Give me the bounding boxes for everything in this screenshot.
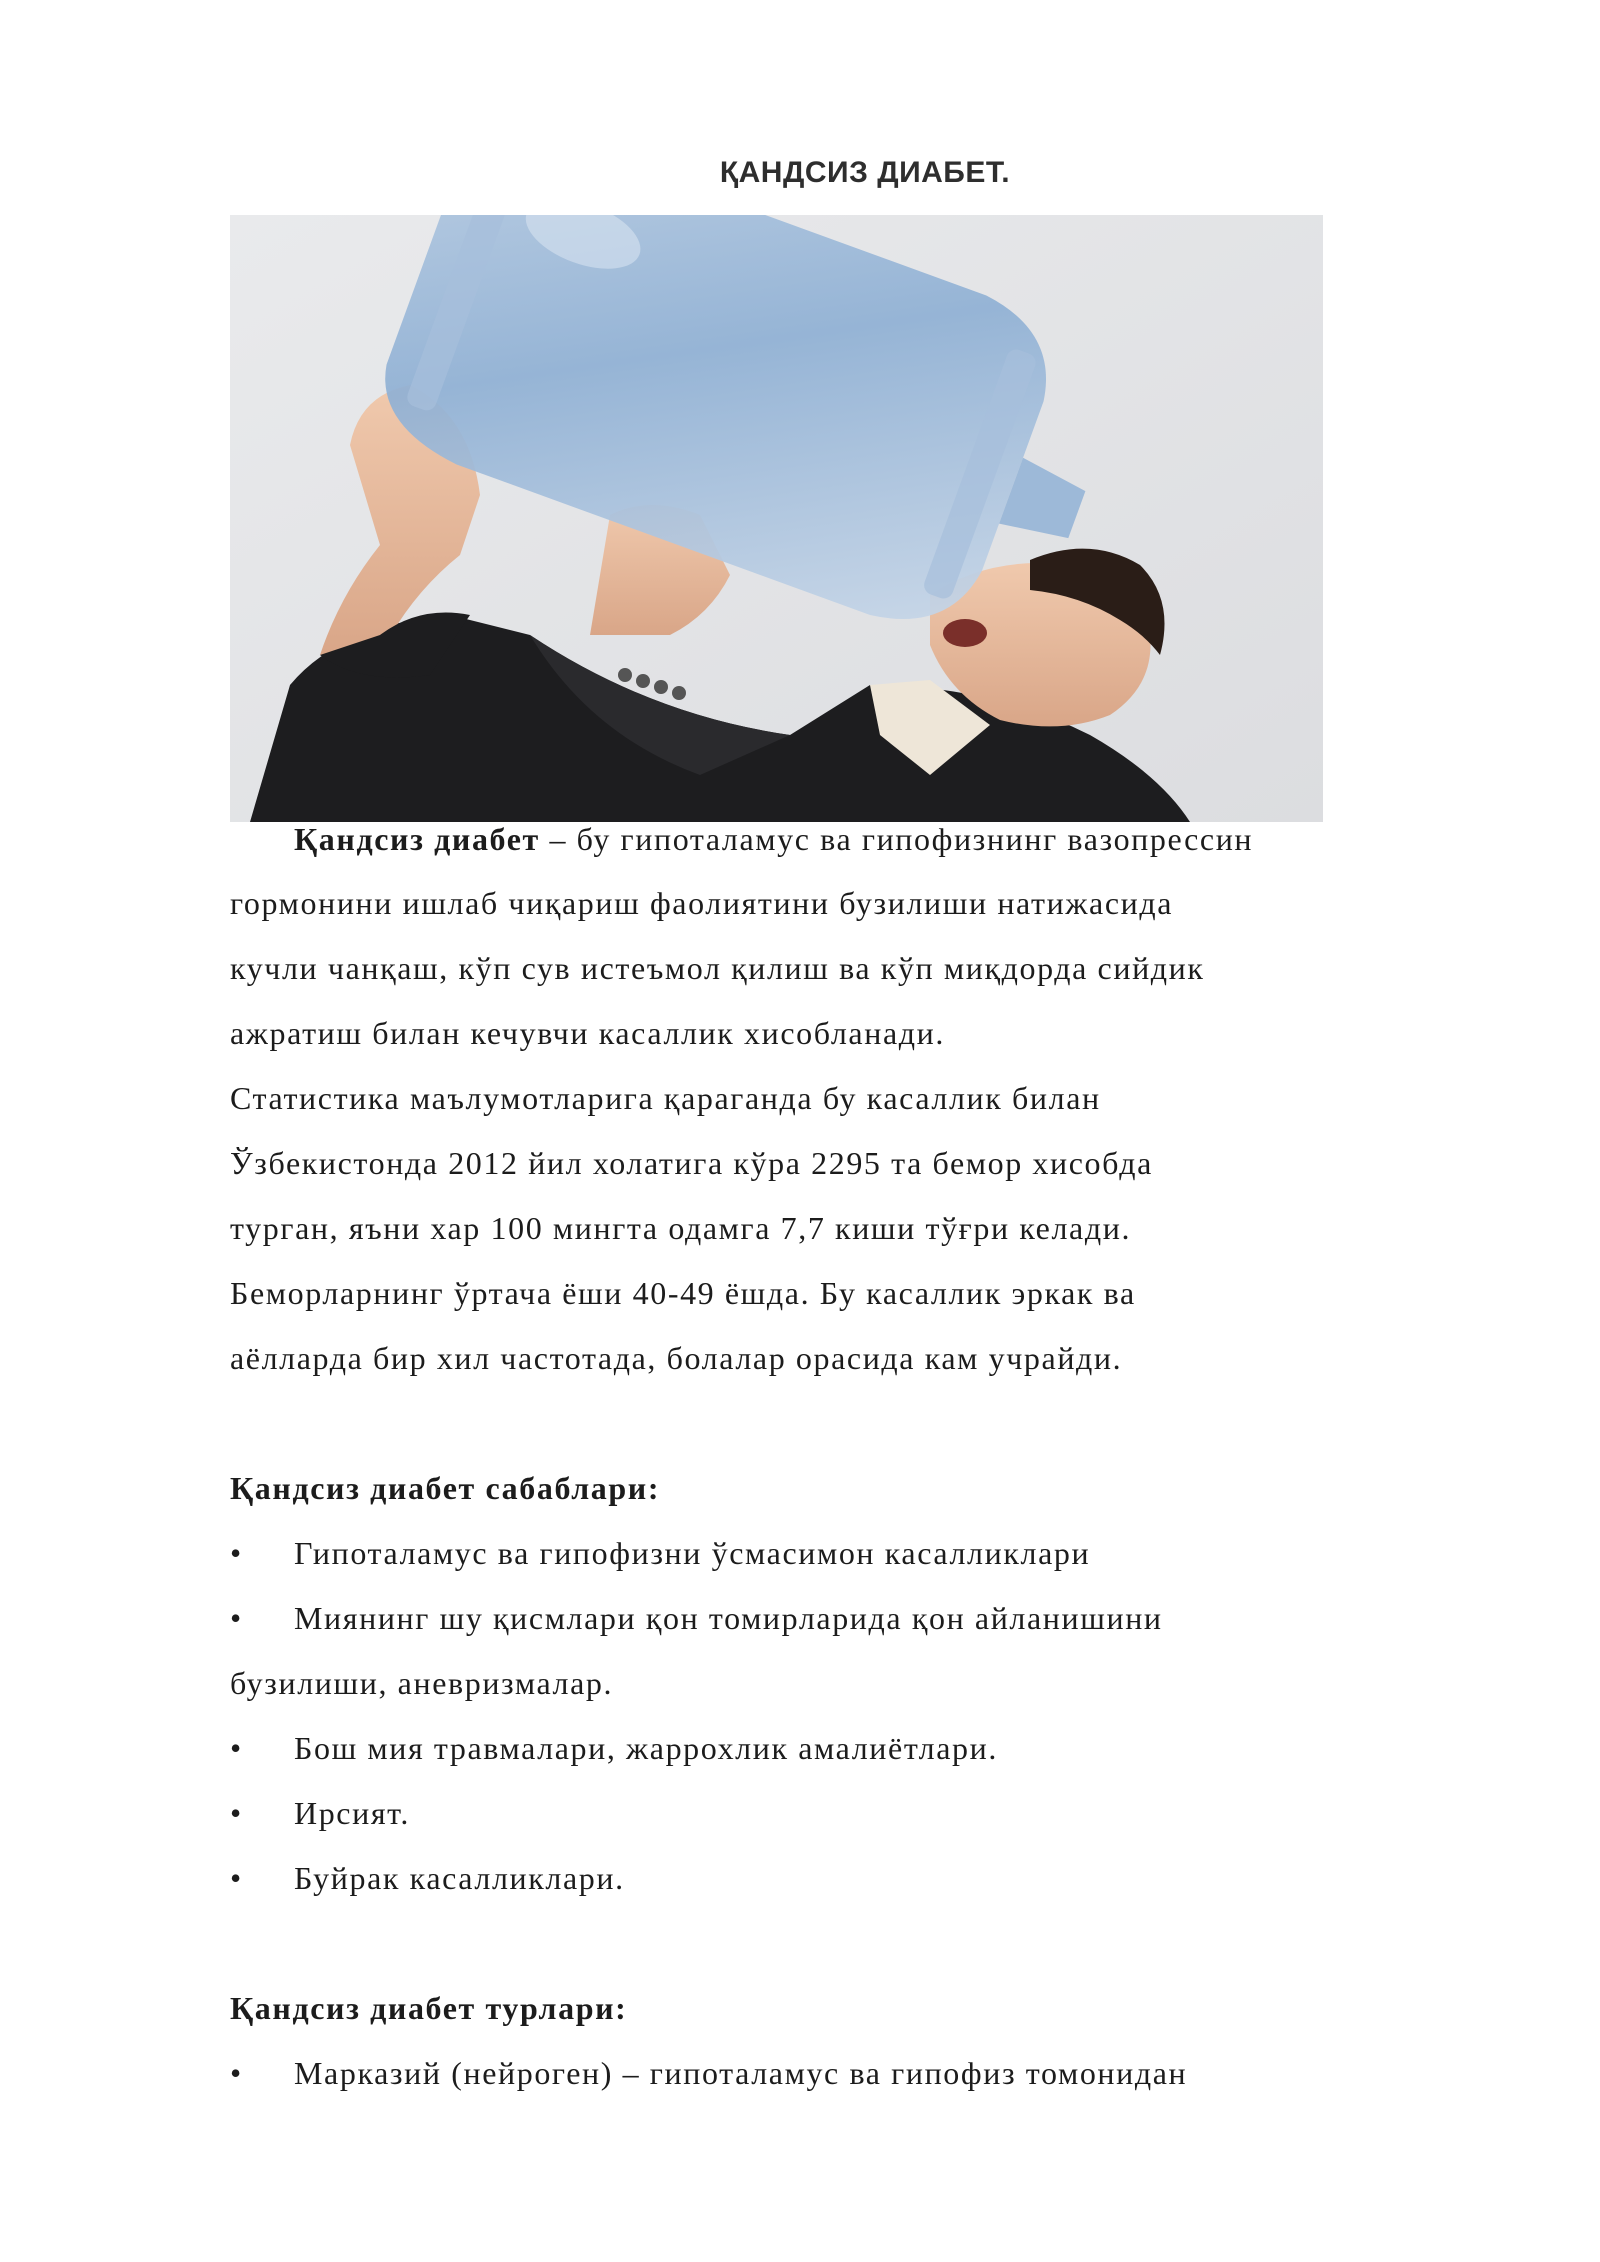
bullet-icon: • <box>230 1730 243 1766</box>
photo-illustration <box>230 215 1323 822</box>
intro-paragraph-line-2: гормонини ишлаб чиқариш фаолиятини бузилиши натижасида <box>230 885 1174 921</box>
bullet-icon: • <box>230 2055 243 2091</box>
document-body <box>230 813 1490 2133</box>
causes-item-text: Буйрак касалликлари. <box>294 1860 625 1896</box>
causes-list-item <box>230 1791 1490 1835</box>
document-title: ҚАНДСИЗ ДИАБЕТ. <box>719 156 1011 189</box>
statistics-line-4: Беморларнинг ўртача ёши 40-49 ёшда. Бу касаллик эркак ва <box>230 1275 1136 1311</box>
intro-paragraph-line-1 <box>294 817 1253 861</box>
statistics-line-1: Статистика маълумотларига қараганда бу касаллик билан <box>230 1080 1101 1116</box>
statistics-line-5: аёлларда бир хил частотада, болалар орасида кам учрайди. <box>230 1340 1123 1376</box>
intro-paragraph-line-3: кучли чанқаш, кўп сув истеъмол қилиш ва кўп миқдорда сийдик <box>230 950 1205 986</box>
causes-item-continuation: бузилиши, аневризмалар. <box>230 1665 614 1701</box>
intro-term: Қандсиз диабет <box>294 821 540 857</box>
types-item-text: Марказий (нейроген) – гипоталамус ва гипофиз томонидан <box>294 2055 1188 2091</box>
bullet-icon: • <box>230 1535 243 1571</box>
statistics-line-3: турган, яъни хар 100 мингта одамга 7,7 киши тўғри келади. <box>230 1210 1132 1246</box>
causes-heading: Қандсиз диабет сабаблари: <box>230 1470 661 1506</box>
causes-list-item <box>230 1726 1490 1770</box>
man-drinking-photo <box>230 215 1323 822</box>
bullet-icon: • <box>230 1860 243 1896</box>
causes-item-text: Ирсият. <box>294 1795 410 1831</box>
statistics-line-2: Ўзбекистонда 2012 йил холатига кўра 2295 та бемор хисобда <box>230 1145 1153 1181</box>
causes-item-text: Гипоталамус ва гипофизни ўсмасимон касалликлари <box>294 1535 1091 1571</box>
causes-list-item <box>230 1531 1490 1575</box>
causes-item-text: Бош мия травмалари, жаррохлик амалиётлари. <box>294 1730 998 1766</box>
causes-item-text: Миянинг шу қисмлари қон томирларида қон айланишини <box>294 1600 1163 1636</box>
bullet-icon: • <box>230 1600 243 1636</box>
types-heading: Қандсиз диабет турлари: <box>230 1990 628 2026</box>
intro-line-1-rest: – бу гипоталамус ва гипофизнинг вазопрессин <box>539 821 1254 857</box>
causes-list-item <box>230 1856 1490 1900</box>
intro-paragraph-line-4: ажратиш билан кечувчи касаллик хисобланади. <box>230 1015 945 1051</box>
causes-list-item <box>230 1596 1490 1640</box>
types-list-item <box>230 2051 1490 2095</box>
bullet-icon: • <box>230 1795 243 1831</box>
